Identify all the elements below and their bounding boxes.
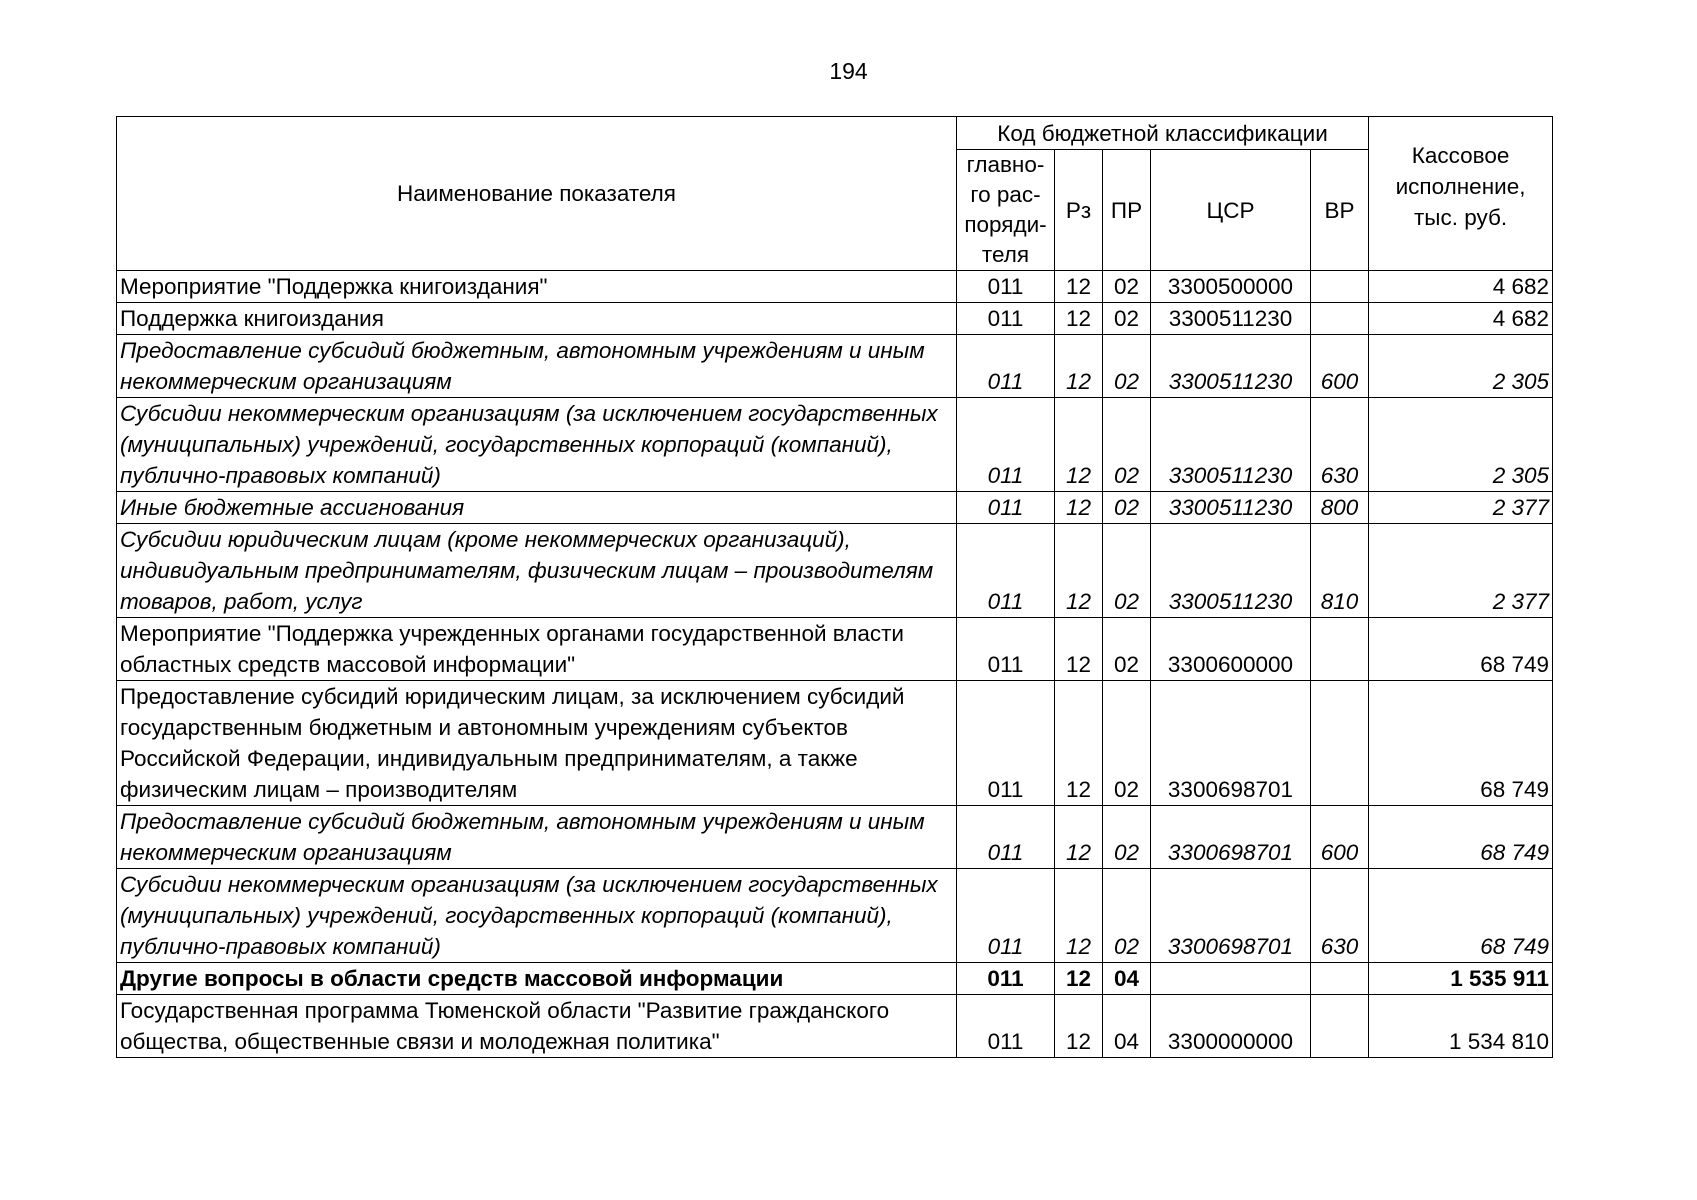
- row-vr: [1311, 271, 1369, 303]
- row-rz: 12: [1055, 963, 1103, 995]
- row-csr: 3300511230: [1151, 492, 1311, 524]
- row-pr: 02: [1103, 335, 1151, 398]
- row-rz: 12: [1055, 492, 1103, 524]
- table-row: [117, 681, 1553, 806]
- row-name: Предоставление субсидий бюджетным, автономным учреждениям и иным некоммерческим организациям: [117, 806, 957, 869]
- row-amount: 68 749: [1369, 806, 1553, 869]
- row-admin-code: 011: [957, 335, 1055, 398]
- row-amount: 2 377: [1369, 524, 1553, 618]
- row-csr: 3300600000: [1151, 618, 1311, 681]
- row-vr: [1311, 303, 1369, 335]
- row-rz: 12: [1055, 398, 1103, 492]
- row-admin-code: 011: [957, 806, 1055, 869]
- table-row: [117, 524, 1553, 618]
- table-row: [117, 963, 1553, 995]
- row-rz: 12: [1055, 681, 1103, 806]
- row-admin-code: 011: [957, 869, 1055, 963]
- row-csr: 3300511230: [1151, 524, 1311, 618]
- table-row: [117, 271, 1553, 303]
- row-rz: 12: [1055, 271, 1103, 303]
- row-vr: [1311, 995, 1369, 1058]
- row-pr: 02: [1103, 492, 1151, 524]
- row-rz: 12: [1055, 618, 1103, 681]
- row-rz: 12: [1055, 995, 1103, 1058]
- row-amount: 1 534 810: [1369, 995, 1553, 1058]
- row-admin-code: 011: [957, 963, 1055, 995]
- table-row: [117, 995, 1553, 1058]
- header-admin: главно- го рас- поряди- теля: [957, 150, 1055, 271]
- row-rz: 12: [1055, 806, 1103, 869]
- row-pr: 02: [1103, 681, 1151, 806]
- row-pr: 02: [1103, 806, 1151, 869]
- row-name: Предоставление субсидий бюджетным, автономным учреждениям и иным некоммерческим организациям: [117, 335, 957, 398]
- row-name: Государственная программа Тюменской области "Развитие гражданского общества, общественные связи и молодежная политика": [117, 995, 957, 1058]
- row-vr: 800: [1311, 492, 1369, 524]
- page-number: 194: [829, 58, 868, 84]
- table-row: [117, 618, 1553, 681]
- table-row: [117, 303, 1553, 335]
- row-csr: 3300698701: [1151, 681, 1311, 806]
- row-amount: 4 682: [1369, 303, 1553, 335]
- row-amount: 4 682: [1369, 271, 1553, 303]
- row-pr: 02: [1103, 271, 1151, 303]
- row-name: Субсидии некоммерческим организациям (за исключением государственных (муниципальных) учреждений, государственных корпораций (компаний), публично-правовых компаний): [117, 398, 957, 492]
- row-amount: 2 377: [1369, 492, 1553, 524]
- header-csr: ЦСР: [1151, 150, 1311, 271]
- table-body: [117, 271, 1553, 1058]
- row-vr: [1311, 963, 1369, 995]
- table-row: [117, 492, 1553, 524]
- table-row: [117, 806, 1553, 869]
- table-row: [117, 869, 1553, 963]
- row-csr: 3300511230: [1151, 335, 1311, 398]
- row-admin-code: 011: [957, 303, 1055, 335]
- row-admin-code: 011: [957, 995, 1055, 1058]
- row-name: Предоставление субсидий юридическим лицам, за исключением субсидий государственным бюджетным и автономным учреждениям субъектов Российской Федерации, индивидуальным предпринимателям, а также физическим лицам – производителям: [117, 681, 957, 806]
- row-pr: 02: [1103, 303, 1151, 335]
- row-csr: 3300511230: [1151, 303, 1311, 335]
- row-pr: 02: [1103, 618, 1151, 681]
- row-admin-code: 011: [957, 271, 1055, 303]
- row-vr: 600: [1311, 335, 1369, 398]
- row-vr: 810: [1311, 524, 1369, 618]
- row-vr: [1311, 681, 1369, 806]
- row-vr: [1311, 618, 1369, 681]
- row-csr: 3300500000: [1151, 271, 1311, 303]
- row-name: Поддержка книгоиздания: [117, 303, 957, 335]
- row-amount: 68 749: [1369, 869, 1553, 963]
- row-pr: 02: [1103, 869, 1151, 963]
- row-amount: 1 535 911: [1369, 963, 1553, 995]
- row-name: Иные бюджетные ассигнования: [117, 492, 957, 524]
- row-csr: [1151, 963, 1311, 995]
- header-rz: Рз: [1055, 150, 1103, 271]
- table-row: [117, 398, 1553, 492]
- row-csr: 3300698701: [1151, 806, 1311, 869]
- row-name: Мероприятие "Поддержка учрежденных органами государственной власти областных средств массовой информации": [117, 618, 957, 681]
- row-amount: 68 749: [1369, 681, 1553, 806]
- header-vr: ВР: [1311, 150, 1369, 271]
- row-admin-code: 011: [957, 681, 1055, 806]
- header-amount: Кассовое исполнение, тыс. руб.: [1369, 117, 1553, 271]
- row-rz: 12: [1055, 869, 1103, 963]
- row-csr: 3300000000: [1151, 995, 1311, 1058]
- row-name: Мероприятие "Поддержка книгоиздания": [117, 271, 957, 303]
- row-pr: 02: [1103, 524, 1151, 618]
- row-rz: 12: [1055, 524, 1103, 618]
- row-name: Другие вопросы в области средств массовой информации: [117, 963, 957, 995]
- row-vr: 600: [1311, 806, 1369, 869]
- row-amount: 2 305: [1369, 398, 1553, 492]
- row-pr: 02: [1103, 398, 1151, 492]
- header-name: Наименование показателя: [117, 117, 957, 271]
- row-admin-code: 011: [957, 524, 1055, 618]
- row-vr: 630: [1311, 398, 1369, 492]
- row-admin-code: 011: [957, 398, 1055, 492]
- row-name: Субсидии юридическим лицам (кроме некоммерческих организаций), индивидуальным предпринимателям, физическим лицам – производителям товаров, работ, услуг: [117, 524, 957, 618]
- budget-table: [116, 116, 1553, 1058]
- row-rz: 12: [1055, 335, 1103, 398]
- row-csr: 3300511230: [1151, 398, 1311, 492]
- row-pr: 04: [1103, 995, 1151, 1058]
- row-pr: 04: [1103, 963, 1151, 995]
- row-amount: 68 749: [1369, 618, 1553, 681]
- header-pr: ПР: [1103, 150, 1151, 271]
- row-admin-code: 011: [957, 618, 1055, 681]
- table-row: [117, 335, 1553, 398]
- row-vr: 630: [1311, 869, 1369, 963]
- row-csr: 3300698701: [1151, 869, 1311, 963]
- row-amount: 2 305: [1369, 335, 1553, 398]
- header-code-group: Код бюджетной классификации: [957, 117, 1369, 150]
- row-rz: 12: [1055, 303, 1103, 335]
- row-name: Субсидии некоммерческим организациям (за исключением государственных (муниципальных) учреждений, государственных корпораций (компаний), публично-правовых компаний): [117, 869, 957, 963]
- row-admin-code: 011: [957, 492, 1055, 524]
